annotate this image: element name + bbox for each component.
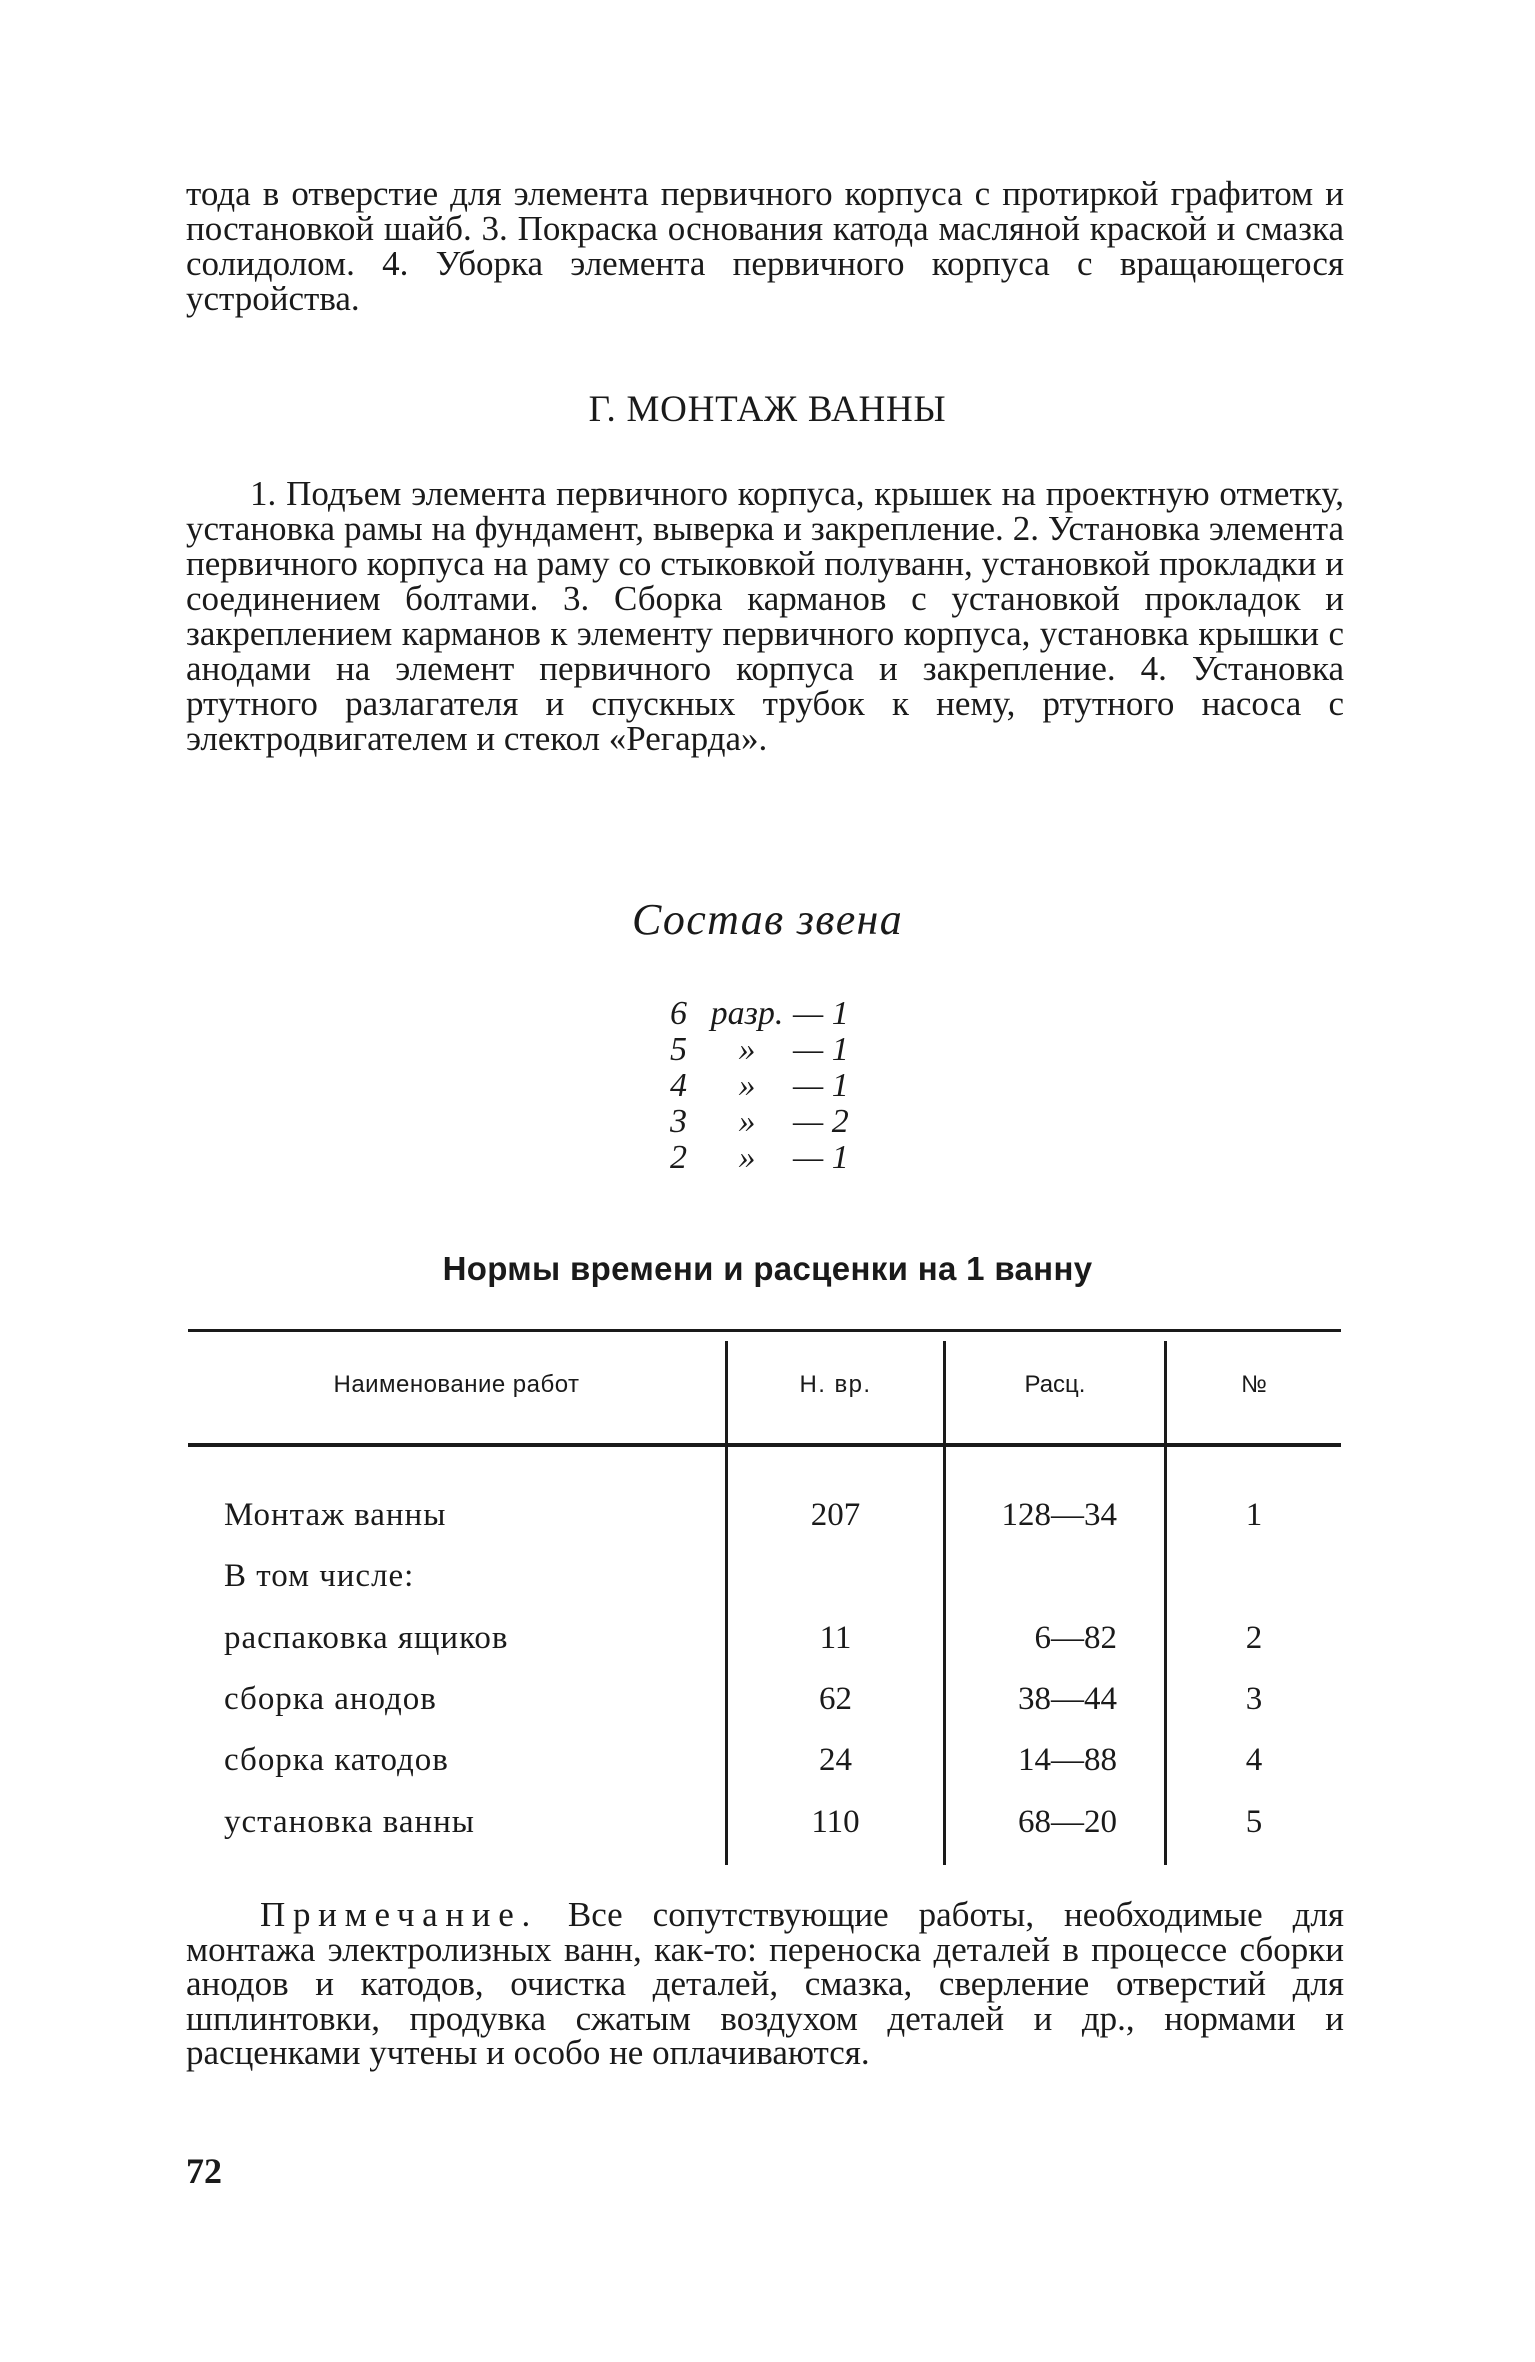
table-header-rule: [188, 1443, 1341, 1447]
table-row: [188, 1800, 1341, 1844]
crew-grade: 2: [670, 1139, 687, 1176]
crew-grade: 5: [670, 1031, 687, 1068]
table-row: [188, 1554, 1341, 1598]
cell-rate: 6—82: [1034, 1620, 1117, 1656]
crew-heading: Состав звена: [631, 895, 904, 944]
section-heading: Г. МОНТАЖ ВАННЫ: [588, 389, 947, 430]
cell-time-norm: 62: [819, 1681, 852, 1717]
cell-rate: 38—44: [1018, 1681, 1117, 1717]
header-name: Наименование работ: [333, 1371, 580, 1398]
cell-number: 3: [1245, 1681, 1263, 1717]
table-row: [188, 1493, 1341, 1537]
crew-unit: »: [738, 1139, 756, 1176]
cell-time-norm: 110: [811, 1804, 860, 1840]
cell-number: 1: [1245, 1497, 1263, 1533]
crew-count: — 1: [793, 995, 849, 1032]
crew-count: — 2: [793, 1103, 849, 1140]
crew-unit: »: [738, 1067, 756, 1104]
crew-count: — 1: [793, 1139, 849, 1176]
norms-table: [188, 1329, 1341, 1869]
header-time-norm: Н. вр.: [799, 1371, 872, 1398]
table-top-rule: [188, 1329, 1341, 1332]
note-paragraph: [186, 1895, 1344, 2072]
cell-rate: 68—20: [1018, 1804, 1117, 1840]
crew-grade: 4: [670, 1067, 687, 1104]
note-text: Все сопутствующие работы, необходимые для монтажа электролизных ванн, как-то: переноска деталей в процессе сборки анодов и катодов, очистка деталей, смазка, сверление отверстий для шплинтовки, продувка сжатым воздухом деталей и др., нормами и расценками учтены и особо не оплачиваются.: [186, 1895, 1344, 2072]
cell-name: Монтаж ванны: [224, 1497, 447, 1533]
section-paragraph: 1. Подъем элемента первичного корпуса, крышек на проектную отметку, установка рамы на фундамент, выверка и закрепление. 2. Установка элемента первичного корпуса на раму со стыковкой полуванн, установкой прокладки и соединением болтами. 3. Сборка карманов с установкой прокладок и закреплением карманов к элементу первичного корпуса, установка крышки с анодами на элемент первичного корпуса и закрепление. 4. Установка ртутного разлагателя и спускных трубок к нему, ртутного насоса с электродвигателем и стекол «Регарда».: [186, 474, 1344, 758]
crew-unit: »: [738, 1031, 756, 1068]
crew-count: — 1: [793, 1031, 849, 1068]
table-row: [188, 1677, 1341, 1721]
cell-time-norm: 11: [819, 1620, 852, 1656]
cell-rate: 14—88: [1018, 1742, 1117, 1778]
table-row: [188, 1616, 1341, 1660]
header-rate: Расц.: [1024, 1371, 1086, 1398]
cell-number: 5: [1245, 1804, 1263, 1840]
table-row: [188, 1738, 1341, 1782]
crew-grade: 6: [670, 995, 687, 1032]
cell-time-norm: 207: [810, 1497, 861, 1533]
crew-grade: 3: [670, 1103, 687, 1140]
cell-number: 2: [1245, 1620, 1263, 1656]
header-number: №: [1241, 1371, 1267, 1398]
crew-count: — 1: [793, 1067, 849, 1104]
cell-number: 4: [1245, 1742, 1263, 1778]
cell-name: В том числе:: [224, 1558, 415, 1594]
cell-time-norm: 24: [819, 1742, 852, 1778]
table-title: Нормы времени и расценки на 1 ванну: [442, 1250, 1093, 1287]
cell-name: распаковка ящиков: [224, 1620, 509, 1656]
cell-rate: 128—34: [1001, 1497, 1117, 1533]
note-label: Примечание.: [260, 1895, 538, 1934]
cell-name: сборка катодов: [224, 1742, 449, 1778]
page-number: 72: [186, 2151, 222, 2191]
crew-unit: »: [738, 1103, 756, 1140]
cell-name: установка ванны: [224, 1804, 475, 1840]
crew-unit: разр.: [710, 995, 784, 1032]
cell-name: сборка анодов: [224, 1681, 437, 1717]
intro-paragraph: тода в отверстие для элемента первичного корпуса с протиркой графитом и постановкой шайб. 3. Покраска основания катода масляной краской и смазка солидолом. 4. Уборка элемента первичного корпуса с вращающегося устройства.: [186, 174, 1344, 318]
